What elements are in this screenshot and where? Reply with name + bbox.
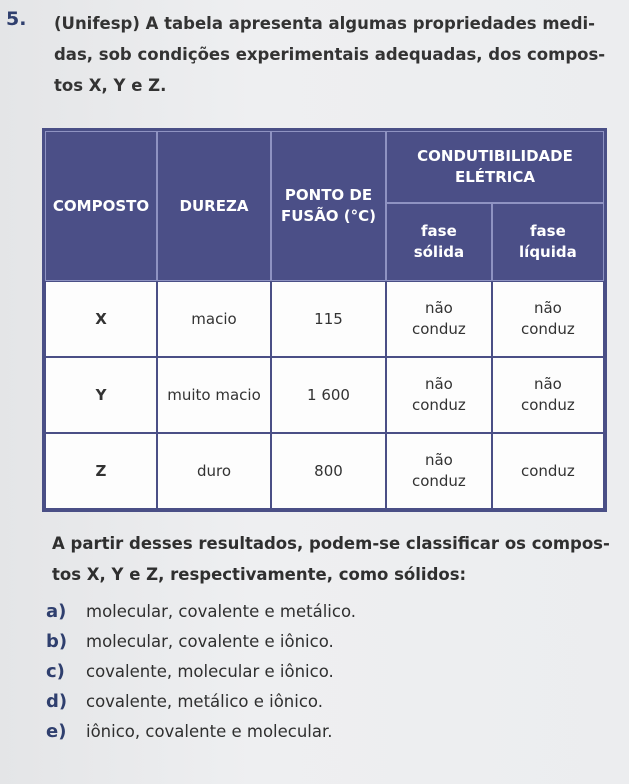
- cell-fusao: 1 600: [271, 357, 386, 433]
- question-prompt: [52, 528, 612, 590]
- table-row: [45, 281, 604, 357]
- cell-text: não: [424, 451, 453, 469]
- header-ponto-fusao-line: FUSÃO (°C): [280, 207, 377, 225]
- question-number: 5.: [6, 8, 27, 30]
- header-fase-solida-line: fase: [421, 222, 457, 240]
- cell-dureza: muito macio: [157, 357, 271, 433]
- cell-composto: X: [45, 281, 157, 357]
- cell-fase-liquida: conduz: [492, 433, 604, 509]
- option-text: iônico, covalente e molecular.: [86, 721, 333, 741]
- option-letter: a): [46, 600, 67, 622]
- option-letter: d): [46, 690, 68, 712]
- cell-composto: Z: [45, 433, 157, 509]
- cell-text: conduz: [520, 320, 575, 338]
- option-d[interactable]: [46, 686, 356, 716]
- option-text: molecular, covalente e iônico.: [86, 631, 334, 651]
- header-condutibilidade-line: ELÉTRICA: [454, 168, 536, 186]
- cell-dureza: macio: [157, 281, 271, 357]
- header-fase-solida-line: sólida: [413, 243, 465, 261]
- cell-fase-solida: [386, 357, 492, 433]
- cell-fusao: 800: [271, 433, 386, 509]
- question-prompt-line: tos X, Y e Z, respectivamente, como sólidos:: [52, 565, 467, 584]
- cell-text: não: [533, 299, 562, 317]
- option-letter: e): [46, 720, 67, 742]
- cell-fase-liquida: [492, 357, 604, 433]
- question-prompt-line: A partir desses resultados, podem-se classificar os compos-: [52, 534, 610, 553]
- cell-text: conduz: [411, 396, 466, 414]
- question-stem-line: das, sob condições experimentais adequadas, dos compos-: [54, 45, 606, 64]
- header-condutibilidade-line: CONDUTIBILIDADE: [417, 147, 573, 165]
- option-text: molecular, covalente e metálico.: [86, 601, 356, 621]
- option-c[interactable]: [46, 656, 356, 686]
- cell-text: não: [533, 375, 562, 393]
- header-dureza: DUREZA: [157, 131, 271, 281]
- cell-dureza: duro: [157, 433, 271, 509]
- question-stem-line: tos X, Y e Z.: [54, 76, 167, 95]
- cell-text: conduz: [411, 472, 466, 490]
- cell-fase-solida: [386, 281, 492, 357]
- header-fase-solida: [386, 203, 492, 281]
- cell-text: não: [424, 299, 453, 317]
- properties-table: [42, 128, 607, 512]
- question-stem: [54, 8, 614, 101]
- option-text: covalente, molecular e iônico.: [86, 661, 334, 681]
- option-letter: b): [46, 630, 68, 652]
- option-e[interactable]: [46, 716, 356, 746]
- option-text: covalente, metálico e iônico.: [86, 691, 323, 711]
- cell-text: não: [424, 375, 453, 393]
- question-stem-line: (Unifesp) A tabela apresenta algumas propriedades medi-: [54, 14, 596, 33]
- option-a[interactable]: [46, 596, 356, 626]
- cell-fase-solida: [386, 433, 492, 509]
- cell-composto: Y: [45, 357, 157, 433]
- header-condutibilidade: [386, 131, 604, 203]
- cell-fase-liquida: [492, 281, 604, 357]
- header-fase-liquida: [492, 203, 604, 281]
- header-fase-liquida-line: fase: [530, 222, 566, 240]
- option-letter: c): [46, 660, 65, 682]
- cell-fusao: 115: [271, 281, 386, 357]
- header-ponto-fusao-line: PONTO DE: [284, 186, 373, 204]
- option-b[interactable]: [46, 626, 356, 656]
- header-fase-liquida-line: líquida: [519, 243, 577, 261]
- cell-text: conduz: [411, 320, 466, 338]
- answer-options: [46, 596, 356, 746]
- header-ponto-fusao: [271, 131, 386, 281]
- cell-text: conduz: [520, 396, 575, 414]
- table-row: [45, 433, 604, 509]
- header-composto: COMPOSTO: [45, 131, 157, 281]
- table-row: [45, 357, 604, 433]
